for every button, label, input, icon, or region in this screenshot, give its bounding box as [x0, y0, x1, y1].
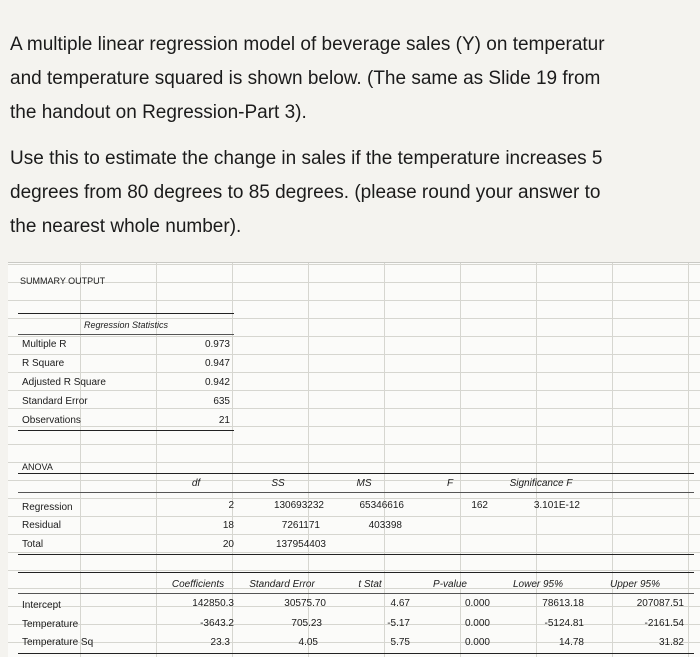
anova-residual-df: 18 — [222, 520, 234, 531]
anova-header-ms: MS — [356, 478, 372, 489]
coef-intercept-upper-95: 207087.51 — [636, 598, 684, 609]
coef-temperature-lower-95: -5124.81 — [544, 618, 584, 629]
stat-label-standard-error: Standard Error — [22, 396, 88, 407]
stat-value-adjusted-r-square: 0.942 — [204, 377, 230, 388]
coef-label-temperature-sq: Temperature Sq — [22, 637, 94, 648]
coef-label-temperature: Temperature — [22, 619, 79, 630]
question-line-6: the nearest whole number). — [10, 216, 242, 237]
coef-temperature-sq-t-stat: 5.75 — [390, 637, 410, 648]
coef-header-upper-95: Upper 95% — [609, 579, 661, 590]
stat-label-r-square: R Square — [22, 358, 65, 369]
coef-temperature-sq-standard-error: 4.05 — [298, 637, 318, 648]
coef-temperature-t-stat: -5.17 — [387, 618, 410, 629]
question-line-5: degrees from 80 degrees to 85 degrees. (please round your answer to — [10, 182, 601, 203]
stat-value-multiple-r: 0.973 — [204, 339, 230, 350]
coef-temperature-coefficient: -3643.2 — [200, 618, 234, 629]
coef-header-p-value: P-value — [433, 579, 467, 590]
anova-regression-ms: 65346616 — [359, 500, 404, 511]
regression-output-sheet — [8, 262, 700, 657]
coef-header-t-stat: t Stat — [358, 579, 382, 590]
anova-regression-significance-f: 3.101E-12 — [533, 500, 580, 511]
anova-regression-df: 2 — [228, 500, 234, 511]
coef-header-lower-95: Lower 95% — [512, 579, 564, 590]
coef-temperature-sq-lower-95: 14.78 — [558, 637, 584, 648]
coef-temperature-standard-error: 705.23 — [291, 618, 322, 629]
coef-header-standard-error: Standard Error — [249, 579, 315, 590]
anova-residual-ss: 7261171 — [281, 520, 320, 531]
question-text — [10, 28, 700, 244]
coef-intercept-p-value: 0.000 — [464, 598, 490, 609]
anova-label-residual: Residual — [22, 520, 61, 531]
anova-header-f: F — [446, 478, 454, 489]
coef-temperature-sq-upper-95: 31.82 — [658, 637, 684, 648]
coef-temperature-upper-95: -2161.54 — [644, 618, 684, 629]
stat-value-observations: 21 — [218, 415, 230, 426]
stat-label-adjusted-r-square: Adjusted R Square — [22, 377, 106, 388]
stat-value-r-square: 0.947 — [204, 358, 230, 369]
question-line-2: and temperature squared is shown below. (The same as Slide 19 from — [10, 68, 601, 89]
stat-label-multiple-r: Multiple R — [22, 339, 67, 350]
coef-intercept-standard-error: 30575.70 — [284, 598, 326, 609]
anova-residual-ms: 403398 — [368, 520, 402, 531]
anova-header-significance-f: Significance F — [509, 478, 573, 489]
coef-temperature-sq-p-value: 0.000 — [464, 637, 490, 648]
question-line-1: A multiple linear regression model of beverage sales (Y) on temperatur — [10, 34, 605, 55]
question-line-4: Use this to estimate the change in sales if the temperature increases 5 — [10, 148, 603, 169]
anova-regression-f: 162 — [471, 500, 488, 511]
anova-header-df: df — [191, 478, 201, 489]
anova-total-ss: 137954403 — [275, 539, 326, 550]
anova-header-ss: SS — [271, 478, 285, 489]
stat-label-observations: Observations — [22, 415, 81, 426]
anova-label-total: Total — [22, 539, 44, 550]
coef-header-coefficients: Coefficients — [171, 579, 225, 590]
summary-title: SUMMARY OUTPUT — [20, 276, 106, 286]
regression-statistics-title: Regression Statistics — [83, 320, 169, 330]
coef-intercept-t-stat: 4.67 — [390, 598, 410, 609]
question-line-3: the handout on Regression-Part 3). — [10, 102, 307, 123]
coef-label-intercept: Intercept — [22, 600, 61, 611]
coef-intercept-lower-95: 78613.18 — [542, 598, 584, 609]
anova-regression-ss: 130693232 — [273, 500, 324, 511]
coef-intercept-coefficient: 142850.3 — [192, 598, 234, 609]
anova-total-df: 20 — [222, 539, 234, 550]
anova-label-regression: Regression — [22, 502, 73, 513]
coef-temperature-p-value: 0.000 — [464, 618, 490, 629]
stat-value-standard-error: 635 — [213, 396, 230, 407]
coef-temperature-sq-coefficient: 23.3 — [210, 637, 230, 648]
anova-title: ANOVA — [22, 462, 53, 472]
